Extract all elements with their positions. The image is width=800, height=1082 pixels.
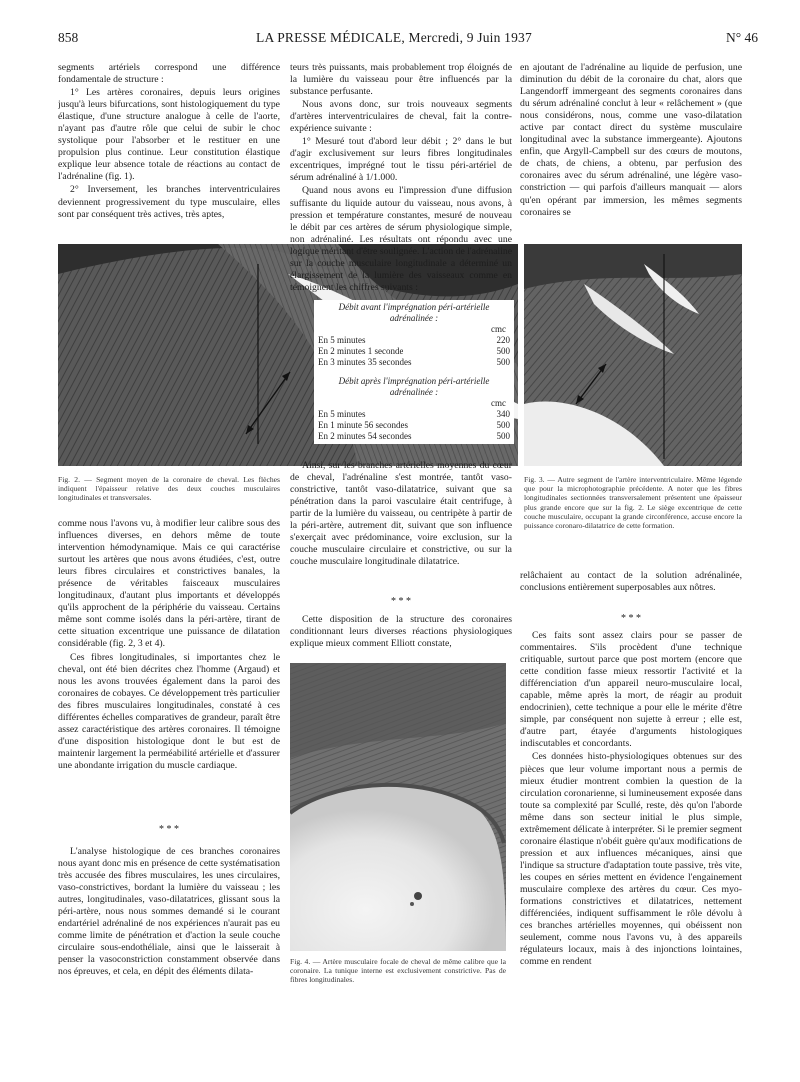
- section-separator: * * *: [621, 613, 641, 624]
- paragraph: Quand nous avons eu l'impression d'une diffusion suffisante du liquide autour du vaisseau, nous avons, à pression et température constantes, mesuré de nouveau le débit par ces artères de sérum physiologique simple, non adrénaliné. Les résultats ont répondu avec une logique méritant d'être soulignée. L'action de l'adrénaline sur la couche musculaire longitudinale a déterminé un élargissement de la lumière des vaisseaux comme en témoignent les chiffres suivants :: [290, 185, 512, 292]
- table-row: En 2 minutes 54 secondes 500: [318, 431, 510, 441]
- column-1-stars: [58, 817, 280, 845]
- paragraph: relâchaient au contact de la solution adrénalinée, conclusions entièrement superposables aux nôtres.: [520, 570, 742, 594]
- figure-4-caption: Fig. 4. — Artère musculaire focale de cheval de même calibre que la coronaire. La tunique interne est exclusivement constrictive. Pas de fibres longitudinales.: [290, 957, 506, 985]
- column-1-top: [58, 62, 280, 242]
- column-3-bottom: [520, 630, 742, 1062]
- paragraph: Nous avons donc, sur trois nouveaux segments d'artères interventriculaires de cheval, fait la contre-expérience suivante :: [290, 99, 512, 135]
- paragraph: Cette disposition de la structure des coronaires conditionnant leurs diverses réactions physiologiques explique mieux comment Elliott constate,: [290, 614, 512, 650]
- column-2-after-stars: [290, 614, 512, 654]
- paragraph: 1° Les artères coronaires, depuis leurs origines jusqu'à leurs bifurcations, sont histologiquement du type élastique, d'une structure analogue à celle de l'aorte, n'ayant pas d'autre rôle que celui de subir le choc systolique pour l'absorber et le restituer en une propulsion plus continue. Leur constitution élastique explique leur absence totale de réactions au contact de l'adrénaline (fig. 1).: [58, 87, 280, 183]
- table-unit: cmc: [491, 324, 506, 334]
- section-separator: * * *: [159, 824, 179, 835]
- paragraph: Ces données histo-physiologiques obtenues sur des pièces que leur volume important nous a permis de mieux étudier montrent combien la question de la circulation coronarienne, si lumineusement exposée dans toute sa complexité par Scullé, reste, dès qu'on l'aborde même dans son secteur initial le plus simple, extrêmement délicate à interpréter. Si le premier segment coronaire élastique n'obéit guère qu'aux modifications de pression et aux influences mécaniques, ainsi que l'indique sa structure d'adaptation toute passive, très vite, les coupes en séries mettent en évidence l'engainement musculaire complexe des artères du cœur. Ces myo-formations constrictives et dilatatrices, nettement différenciées, indiquent suffisamment le rôle dévolu à ces branches artérielles moyennes, qui obéissent non seulement, comme nous l'avons vu, à des appareils régulateurs locaux, mais à des injonctions lointaines, comme en rendent: [520, 751, 742, 968]
- paragraph: Ces fibres longitudinales, si importantes chez le cheval, ont été bien décrites chez l'homme (Argaud) et nous les avons trouvées également dans la paroi des coronaires de cobayes. Ce développement très particulier des fibres musculaires longitudinales, constaté à ces différentes échelles comparatives de grandeur, paraît être assez caractéristique des artères coronaires. Il témoigne d'une disposition histologique dont le but est de maintenir largement la perméabilité artérielle et d'assurer une abondante irrigation du muscle cardiaque.: [58, 651, 280, 771]
- flow-table-before: [314, 300, 514, 444]
- table-row: En 3 minutes 35 secondes 500: [318, 357, 510, 367]
- figure-2-caption: Fig. 2. — Segment moyen de la coronaire de cheval. Les flèches indiquent l'épaisseur relative des deux couches musculaires longitudinales et transversales.: [58, 475, 280, 503]
- page-number: 858: [58, 30, 79, 45]
- column-2-top: [290, 62, 512, 292]
- column-2-stars: [290, 589, 512, 617]
- table-row: En 5 minutes 340: [318, 409, 510, 419]
- table-row: En 5 minutes 220: [318, 335, 510, 345]
- table-caption: Débit avant l'imprégnation péri-artérielle adrénalinée :: [338, 302, 490, 323]
- table-row: En 1 minute 56 secondes 500: [318, 420, 510, 430]
- paragraph: Ainsi, sur les branches artérielles moyennes du cœur de cheval, l'adrénaline s'est montrée, tantôt vaso-constrictive, tantôt vaso-dilatatrice, suivant que sa pénétration dans la paroi vasculaire était centrifuge, à partir de la lumière du vaisseau, ou centripète à partir de la péri-artère, autrement dit, suivant que son influence s'exerçait avec prédominance, voire exclusion, sur la couche musculaire circulaire et constrictive, ou sur la couche musculaire longitudinale dilatatrice.: [290, 460, 512, 568]
- table-row: En 2 minutes 1 seconde 500: [318, 346, 510, 356]
- column-2-middle: [290, 460, 512, 586]
- figure-4-micrograph: [290, 663, 506, 951]
- paragraph: 2° Inversement, les branches interventriculaires deviennent progressivement du type musculaire, elles sont par conséquent très actives, très aptes,: [58, 184, 280, 220]
- column-1-middle: [58, 518, 280, 812]
- paragraph: L'analyse histologique de ces branches coronaires nous ayant donc mis en présence de cette systématisation très accusée des fibres musculaires, les unes circulaires, vaso-constrictives, bordant la lumière du vaisseau ; les autres, longitudinales, vaso-dilatatrices, glissant sous la péri-artère, nous nous sommes demandé si le courant endartériel adrénaliné de nos expériences n'aurait pas eu comme limite de pénétration et d'action la seule couche circulaire sous-endothéliale, ainsi que le laisserait à penser la vasoconstriction constamment observée dans nos épreuves, et cela, en dépit des éléments dilata-: [58, 846, 280, 978]
- paragraph: teurs très puissants, mais probablement trop éloignés de la lumière du vaisseau pour être influencés par la substance perfusante.: [290, 62, 512, 98]
- column-3-middle: [520, 570, 742, 606]
- journal-title: LA PRESSE MÉDICALE, Mercredi, 9 Juin 1937: [256, 30, 532, 45]
- paragraph: segments artériels correspond une différence fondamentale de structure :: [58, 62, 280, 86]
- section-separator: * * *: [391, 596, 411, 607]
- paragraph: en ajoutant de l'adrénaline au liquide de perfusion, une diminution du débit de la coronaire du chat, alors que Langendorff immergeant des segments coronaires dans du sérum adrénaliné conclut à leur « relâchement » (que nous considérons, nous, comme une vaso-dilatation active par contact direct du système musculaire longitudinal avec la substance immergeante). Ajoutons enfin, que Argyll-Campbell sur des cœurs de moutons, de chats, de chiens, a obtenu, par perfusion des coronaires avec du sérum adrénaliné, une légère vaso-constriction — qui parfois d'ailleurs manquait — alors qu'en opérant par immersion, les mêmes segments coronaires se: [520, 62, 742, 218]
- table-caption: Débit après l'imprégnation péri-artérielle adrénalinée :: [338, 376, 490, 397]
- figure-3-caption: Fig. 3. — Autre segment de l'artère interventriculaire. Même légende que pour la microphotographie précédente. A noter que les fibres longitudinales sectionnées transversalement présentent une épaisseur plus grande encore que sur la fig. 2. Le siège excentrique de cette couche musculaire, occupant la grande circonférence, accuse encore la puissance coronaro-dilatatrice de cette formation.: [524, 475, 742, 531]
- column-1-bottom: [58, 846, 280, 1060]
- issue-number: N° 46: [725, 30, 758, 45]
- paragraph: 1° Mesuré tout d'abord leur débit ; 2° dans le but d'agir exclusivement sur leurs fibres longitudinales excentriques, imprégné tout le tissu péri-artériel de sérum adrénaliné à 1/1.000.: [290, 136, 512, 184]
- paragraph: comme nous l'avons vu, à modifier leur calibre sous des influences diverses, en dehors même de toute intervention hémodynamique. Mais ce qui caractérise surtout les artères que nous avons étudiées, c'est, outre leurs fibres circulaires et constrictives banales, la présence de véritables faisceaux musculaires longitudinaux, d'autant plus importants et développés qu'ils approchent de la périphérie du vaisseau. Certains même sont comme isolés dans la péri-artère, tirant de cette situation excentrique une puissance de dilatation considérable (fig. 2, 3 et 4).: [58, 518, 280, 650]
- paragraph: Ces faits sont assez clairs pour se passer de commentaires. S'ils procèdent d'une technique critiquable, surtout parce que post mortem (encore que cette condition fasse mieux ressortir l'activité et la différenciation d'un appareil neuro-musculaire local, capable, même après la mort, de réagir au produit endocrinien), cette technique a pour elle le mérite d'être simple, par conséquent non sujette à erreur ; elle est, d'autre part, étayée d'arguments histologiques indiscutables et concordants.: [520, 630, 742, 750]
- running-header: [58, 30, 758, 52]
- column-3-top: [520, 62, 742, 242]
- table-unit: cmc: [491, 398, 506, 408]
- flow-tables: [290, 294, 512, 444]
- figure-3-micrograph: [524, 244, 742, 466]
